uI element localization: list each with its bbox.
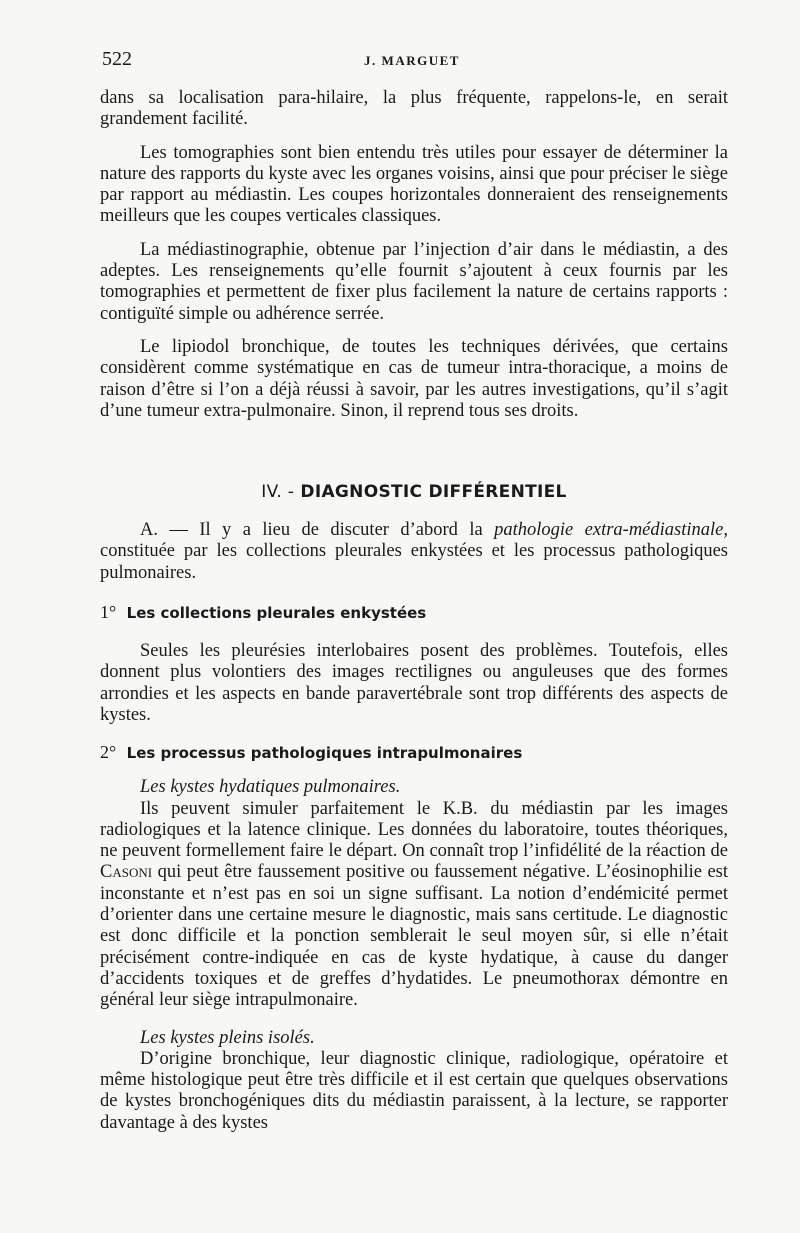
paragraph: Le lipiodol bronchique, de toutes les techniques dérivées, que certains considèrent comme systématique en cas de tumeur intra-thoracique, a moins de raison d’être si l’on a déjà réussi à savoir, par les autres investigations, qu’il s’agit d’une tumeur extra-pulmonaire. Sinon, il reprend tous ses droits. [100, 336, 728, 421]
paragraph-a [100, 520, 728, 584]
subsection-title: Les processus pathologiques intrapulmonaires [126, 744, 523, 763]
paragraph: dans sa localisation para-hilaire, la plus fréquente, rappelons-le, en serait grandement facilité. [100, 88, 728, 130]
subsection-heading [100, 602, 728, 623]
paragraph-a-emphasis: pathologie extra-médiastinale, [494, 520, 728, 541]
subsection-title: Les collections pleurales enkystées [126, 604, 427, 623]
italic-heading: Les kystes pleins isolés. [140, 1027, 315, 1048]
paragraph-a-lead: A. — Il y a lieu de discuter d’abord la [140, 520, 483, 541]
paragraph-text: qui peut être faussement positive ou faussement négative. L’éosinophilie est inconstante et n’est pas en soi un signe suffisant. La notion d’endémicité permet d’orienter dans une certaine mesure le diagnostic, mais sans certitude. Le diagnostic est donc difficile et la ponction semblerait le seul moyen sûr, si elle n’était précisément contre-indiquée en cas de kyste hydatique, à cause du danger d’accidents toxiques et de greffes d’hydatides. Le pneumothorax démontre en général leur siège intrapulmonaire. [100, 862, 728, 1011]
section-heading [100, 482, 728, 502]
paragraph: Seules les pleurésies interlobaires posent des problèmes. Toutefois, elles donnent plus volontiers des images rectilignes ou anguleuses que des formes arrondies et les aspects en bande paravertébrale sont trop différents des aspects de kystes. [100, 641, 728, 725]
paragraph-a-rest: constituée par les collections pleurales enkystées et les processus pathologiques pulmonaires. [100, 541, 728, 583]
paragraph: D’origine bronchique, leur diagnostic clinique, radiologique, opératoire et même histologique peut être très difficile et il est certain que quelques observations de kystes bronchogéniques dits du médiastin paraissent, à la lecture, se rapporter davantage à des kystes [100, 1048, 728, 1133]
running-head: J. MARGUET [364, 53, 460, 68]
author-name: Casoni [100, 862, 153, 883]
subsection-number: 1° [100, 602, 117, 623]
subsection-heading [100, 742, 728, 763]
paragraph: Les tomographies sont bien entendu très utiles pour essayer de déterminer la nature des rapports du kyste avec les organes voisins, ainsi que pour préciser le siège par rapport au médiastin. Les coupes horizontales donneraient des renseignements meilleurs que les coupes verticales classiques. [100, 142, 728, 227]
subsection-number: 2° [100, 742, 117, 763]
page-number: 522 [102, 48, 132, 70]
page-header [102, 48, 722, 76]
section-number: IV. - [261, 482, 295, 503]
paragraph [100, 799, 728, 1012]
italic-heading: Les kystes hydatiques pulmonaires. [140, 777, 401, 798]
paragraph: La médiastinographie, obtenue par l’injection d’air dans le médiastin, a des adeptes. Les renseignements qu’elle fournit s’ajoutent à ceux fournis par les tomographies et permettent de fixer plus facilement la nature de certains rapports : contiguïté simple ou adhérence serrée. [100, 239, 728, 324]
page-body [100, 88, 728, 1134]
paragraph-text: Ils peuvent simuler parfaitement le K.B. du médiastin par les images radiologiques et la latence clinique. Les données du laboratoire, toutes théoriques, ne peuvent formellement faire le départ. On connaît trop l’infidélité de la réaction de [100, 798, 728, 862]
section-title: DIAGNOSTIC DIFFÉRENTIEL [300, 482, 567, 503]
